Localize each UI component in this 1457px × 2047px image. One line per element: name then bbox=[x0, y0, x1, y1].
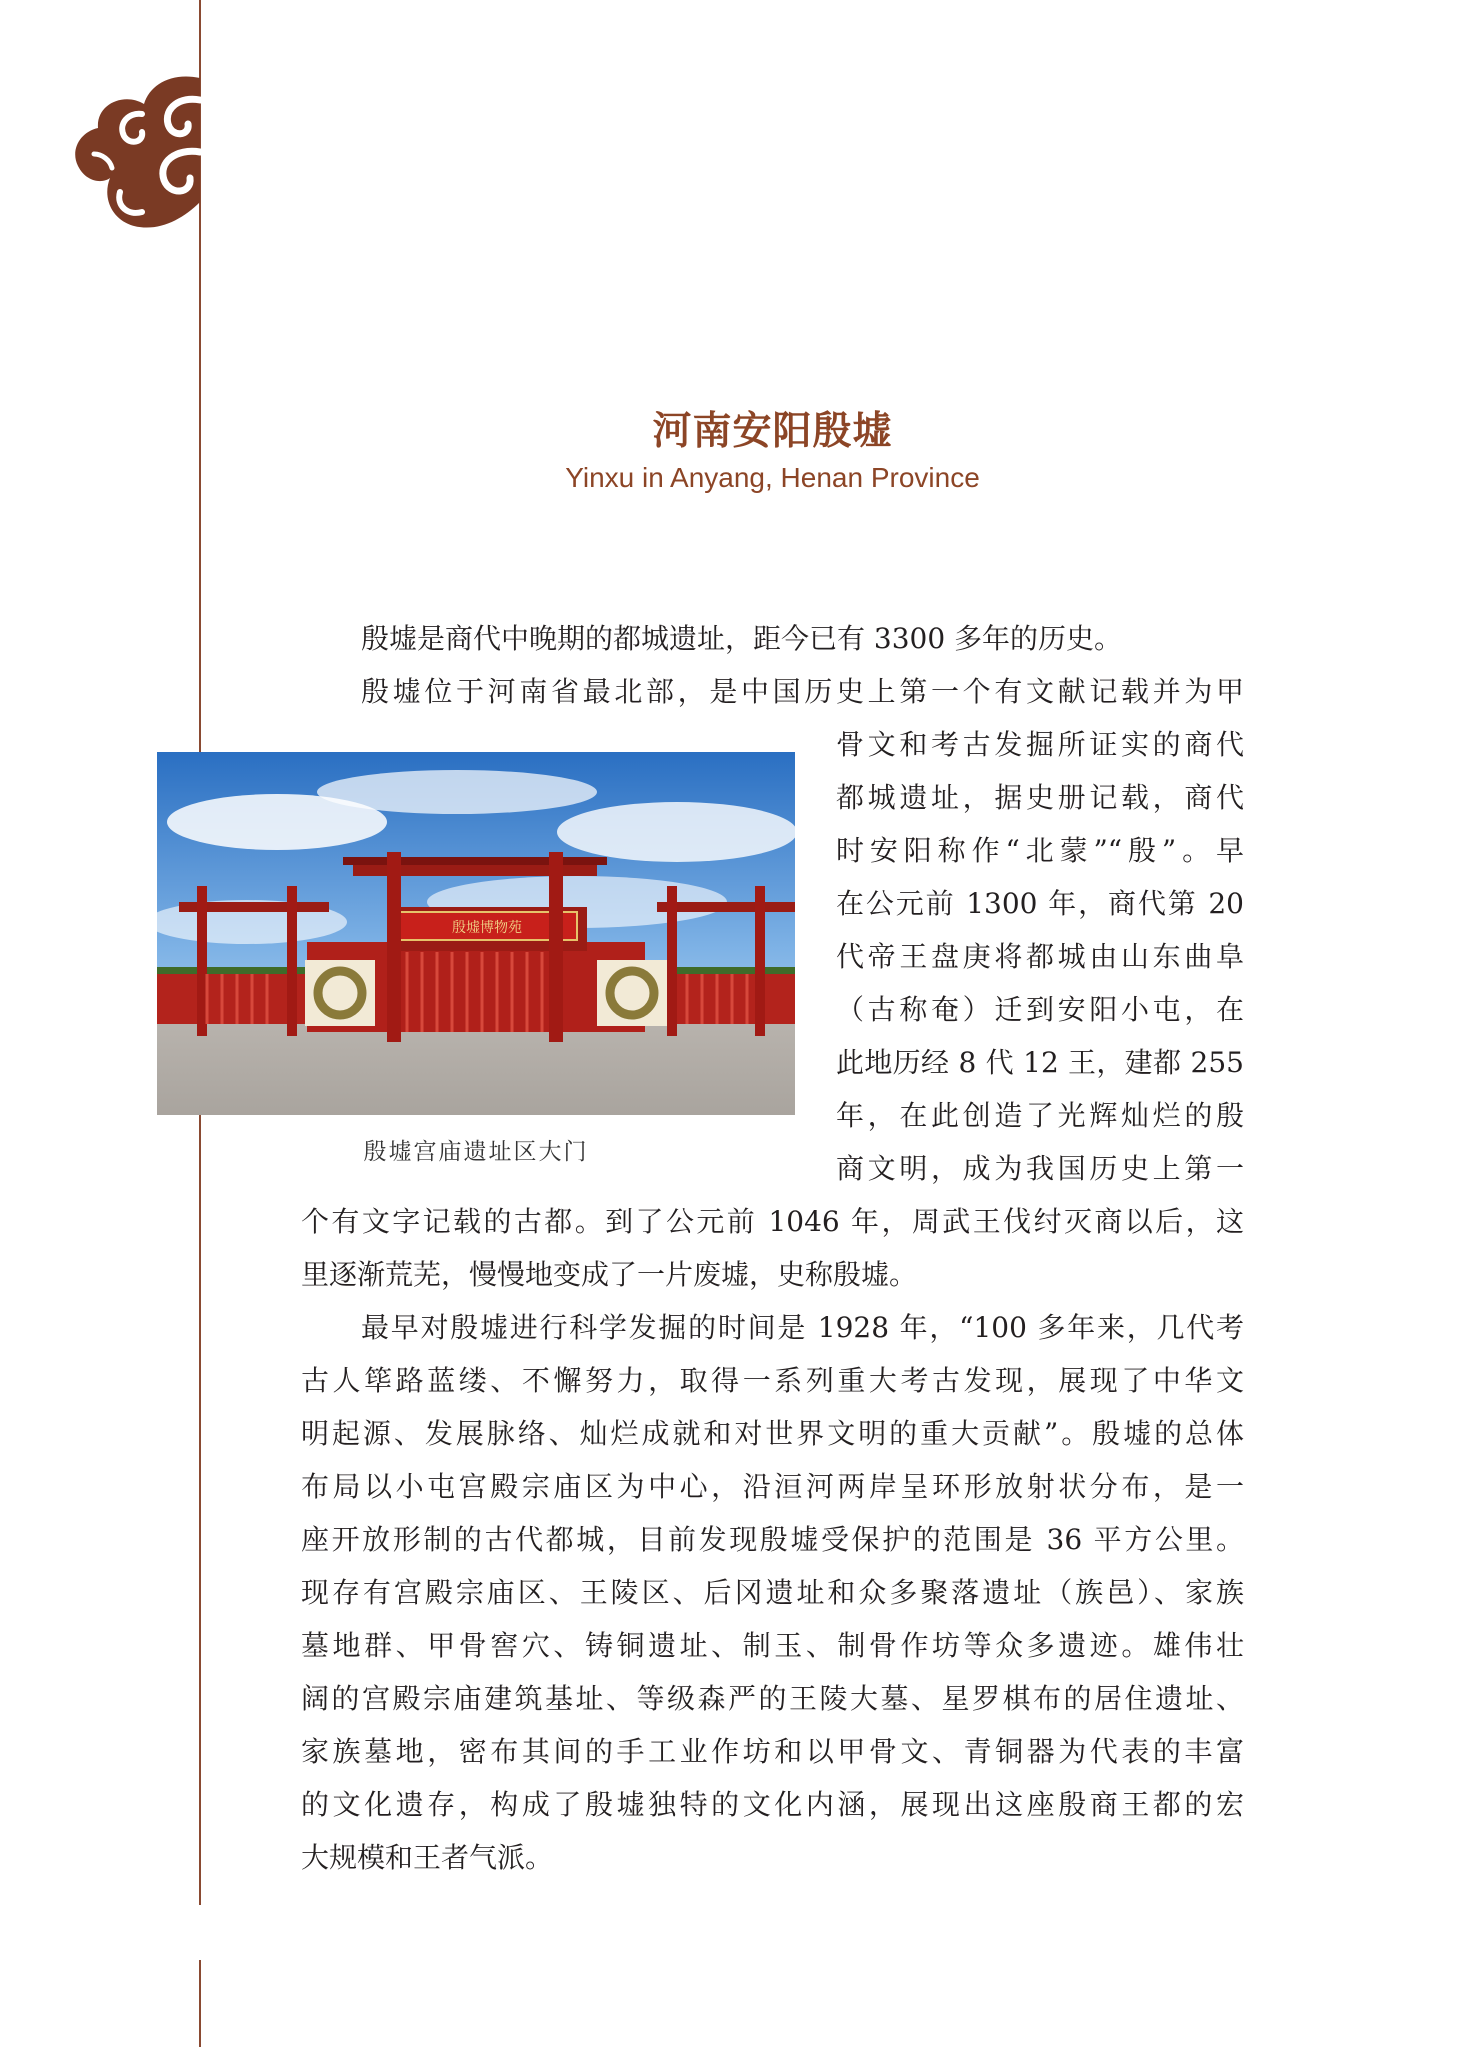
yinxu-gate-photo bbox=[157, 752, 795, 1115]
paragraph-3 bbox=[301, 1301, 1244, 1884]
auspicious-cloud-icon bbox=[72, 70, 208, 240]
text-line: 最早对殷墟进行科学发掘的时间是 1928 年，“100 多年来，几代考 bbox=[361, 1311, 1244, 1344]
text-line: 个有文字记载的古都。到了公元前 1046 年，周武王伐纣灭商以后，这 bbox=[301, 1205, 1244, 1238]
paragraph-2-wrapped bbox=[836, 718, 1244, 1195]
text-line: 都城遗址，据史册记载，商代 bbox=[836, 781, 1244, 814]
text-line: 的文化遗存，构成了殷墟独特的文化内涵，展现出这座殷商王都的宏 bbox=[301, 1788, 1244, 1821]
margin-rule-lower bbox=[199, 1960, 201, 2047]
gate-sign-text: 殷墟博物苑 bbox=[452, 920, 522, 936]
text-line: （古称奄）迁到安阳小屯，在 bbox=[836, 993, 1244, 1026]
text-line: 家族墓地，密布其间的手工业作坊和以甲骨文、青铜器为代表的丰富 bbox=[301, 1735, 1244, 1768]
text-line: 骨文和考古发掘所证实的商代 bbox=[836, 728, 1244, 761]
text-line: 座开放形制的古代都城，目前发现殷墟受保护的范围是 36 平方公里。 bbox=[301, 1523, 1244, 1556]
paragraph-2-continued bbox=[301, 1195, 1244, 1301]
text-line: 阔的宫殿宗庙建筑基址、等级森严的王陵大墓、星罗棋布的居住遗址、 bbox=[301, 1682, 1244, 1715]
page-title: 河南安阳殷墟 bbox=[652, 409, 893, 454]
text-line: 此地历经 8 代 12 王，建都 255 bbox=[836, 1046, 1244, 1079]
text-line: 商文明，成为我国历史上第一 bbox=[836, 1152, 1244, 1185]
text-line: 里逐渐荒芜，慢慢地变成了一片废墟，史称殷墟。 bbox=[301, 1258, 918, 1291]
text-line: 年，在此创造了光辉灿烂的殷 bbox=[836, 1099, 1244, 1132]
text-line: 时安阳称作“北蒙”“殷”。早 bbox=[836, 834, 1244, 867]
photo-caption: 殷墟宫庙遗址区大门 bbox=[363, 1139, 589, 1165]
text-line: 古人筚路蓝缕、不懈努力，取得一系列重大考古发现，展现了中华文 bbox=[301, 1364, 1244, 1397]
text-line: 明起源、发展脉络、灿烂成就和对世界文明的重大贡献”。殷墟的总体 bbox=[301, 1417, 1244, 1450]
text-line: 现存有宫殿宗庙区、王陵区、后冈遗址和众多聚落遗址（族邑）、家族 bbox=[301, 1576, 1244, 1609]
text-line: 大规模和王者气派。 bbox=[301, 1841, 554, 1874]
text-line: 墓地群、甲骨窖穴、铸铜遗址、制玉、制骨作坊等众多遗迹。雄伟壮 bbox=[301, 1629, 1244, 1662]
text-line: 殷墟位于河南省最北部，是中国历史上第一个有文献记载并为甲 bbox=[361, 675, 1244, 708]
text-line: 在公元前 1300 年，商代第 20 bbox=[836, 887, 1244, 920]
text-line: 代帝王盘庚将都城由山东曲阜 bbox=[836, 940, 1244, 973]
text-line: 殷墟是商代中晚期的都城遗址，距今已有 3300 多年的历史。 bbox=[361, 622, 1123, 655]
page-subtitle: Yinxu in Anyang, Henan Province bbox=[565, 462, 980, 493]
text-line: 布局以小屯宫殿宗庙区为中心，沿洹河两岸呈环形放射状分布，是一 bbox=[301, 1470, 1244, 1503]
paragraph-1 bbox=[301, 612, 1244, 718]
